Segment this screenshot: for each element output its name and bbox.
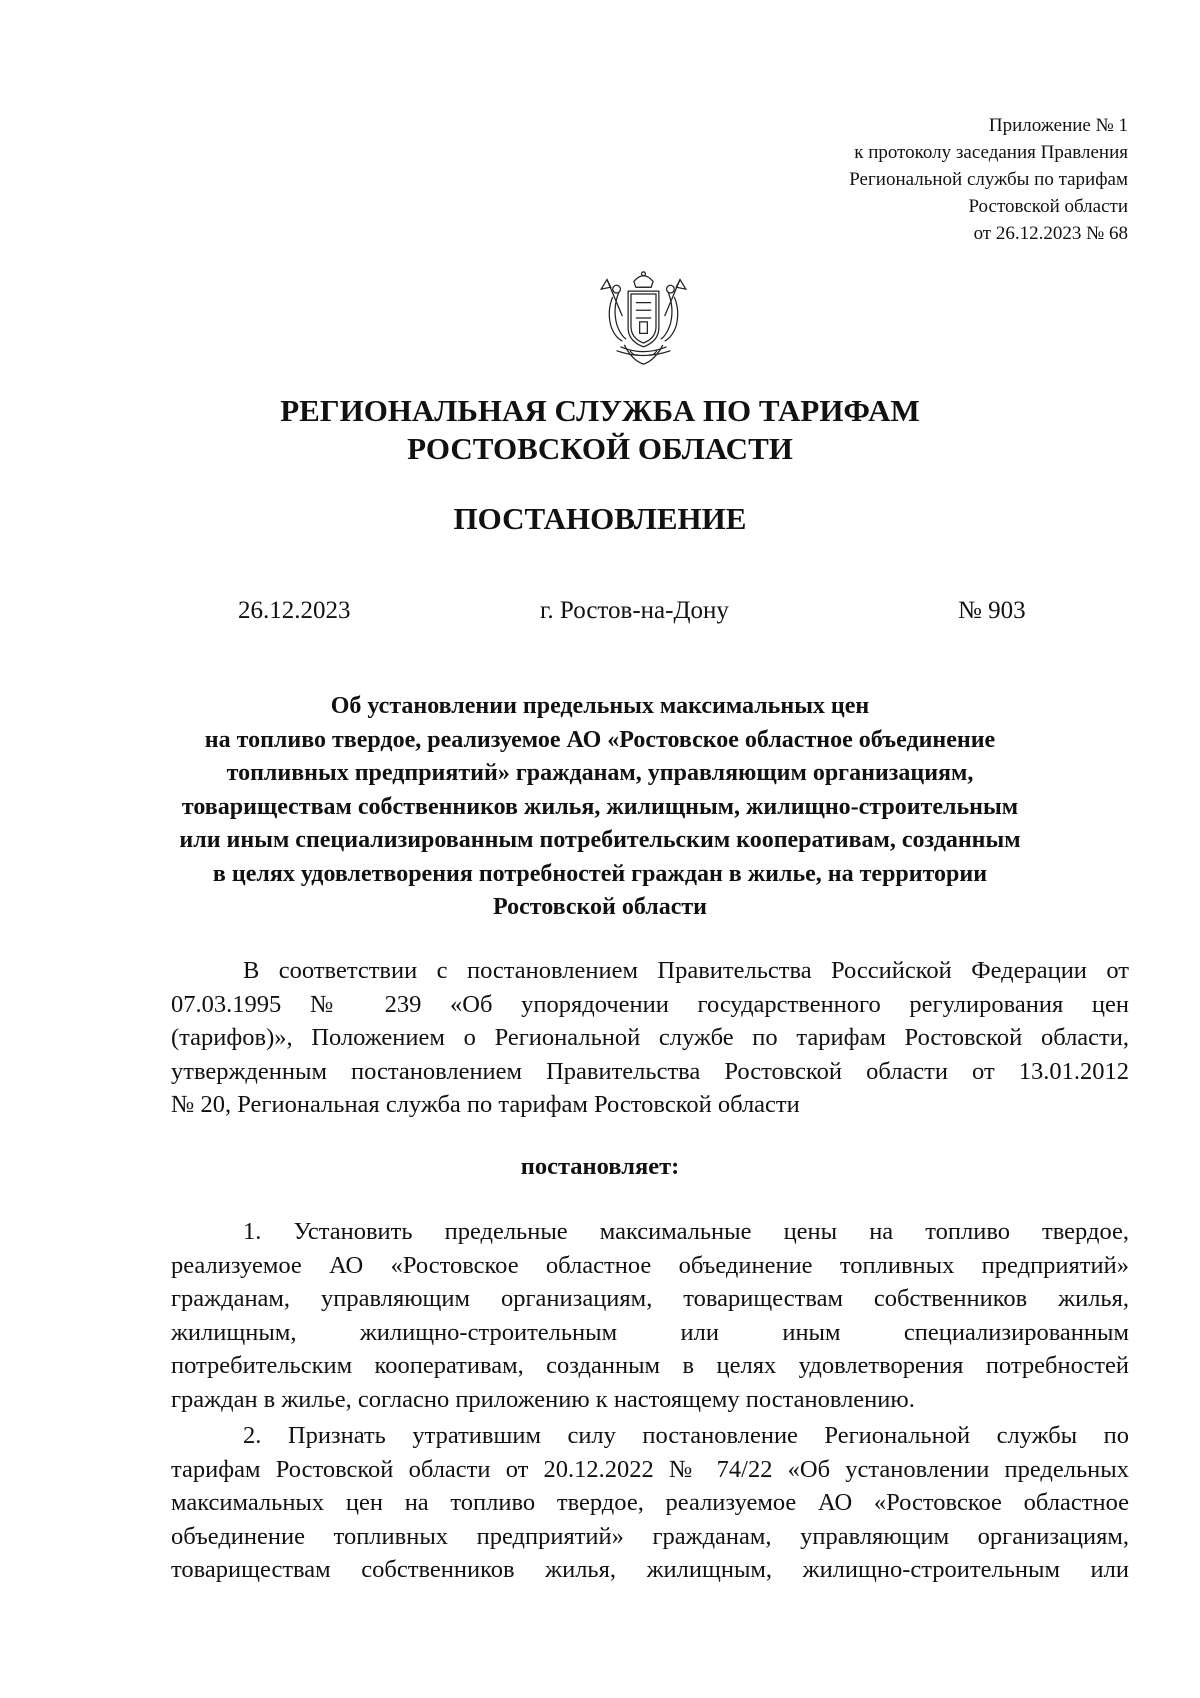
title-line: или иным специализированным потребительским кооперативам, созданным xyxy=(179,827,1021,853)
item-2-line: 2. Признать утратившим силу постановление Региональной службы по xyxy=(243,1422,1129,1449)
title-line: товариществам собственников жилья, жилищным, жилищно-строительным xyxy=(181,793,1019,820)
document-type: ПОСТАНОВЛЕНИЕ xyxy=(453,501,747,536)
document-title xyxy=(120,690,1080,925)
item-1-line: потребительским кооперативам, созданным в целях удовлетворения потребностей xyxy=(171,1352,1129,1379)
item-1-line: гражданам, управляющим организациям, товариществам собственников жилья, xyxy=(171,1285,1129,1312)
item-2-line: максимальных цен на топливо твердое, реализуемое АО «Ростовское областное xyxy=(171,1489,1129,1516)
title-line: в целях удовлетворения потребностей граждан в жилье, на территории xyxy=(212,860,988,887)
title-line: на топливо твердое, реализуемое АО «Ростовское областное объединение xyxy=(204,726,996,753)
item-1-paragraph xyxy=(171,1215,1129,1416)
organization-name-line: РЕГИОНАЛЬНАЯ СЛУЖБА ПО ТАРИФАМ xyxy=(280,393,920,428)
item-1-line: жилищным, жилищно-строительным или иным специализированным xyxy=(171,1318,1129,1346)
appendix-reference xyxy=(849,112,1128,247)
appendix-line: Региональной службы по тарифам xyxy=(849,169,1128,190)
item-2-line: тарифам Ростовской области от 20.12.2022 № 74/22 «Об установлении предельных xyxy=(171,1455,1129,1483)
preamble-line: утвержденным постановлением Правительства Ростовской области от 13.01.2012 xyxy=(171,1057,1129,1085)
item-1-line: реализуемое АО «Ростовское областное объединение топливных предприятий» xyxy=(171,1251,1129,1279)
item-1-line: 1. Установить предельные максимальные цены на топливо твердое, xyxy=(243,1218,1129,1245)
organization-name-line: РОСТОВСКОЙ ОБЛАСТИ xyxy=(407,431,793,466)
decree-word: постановляет: xyxy=(520,1153,680,1180)
title-line: топливных предприятий» гражданам, управляющим организациям, xyxy=(226,760,974,786)
document-number: № 903 xyxy=(958,597,1026,624)
appendix-line: Приложение № 1 xyxy=(988,115,1128,136)
organization-name xyxy=(0,392,1200,468)
item-2-paragraph xyxy=(171,1419,1129,1587)
preamble-line: В соответствии с постановлением Правительства Российской Федерации от xyxy=(243,957,1129,984)
appendix-line: Ростовской области xyxy=(968,196,1128,217)
coat-of-arms-icon xyxy=(595,268,692,368)
item-1-line: граждан в жилье, согласно приложению к настоящему постановлению. xyxy=(171,1385,915,1413)
preamble-line: № 20, Региональная служба по тарифам Ростовской области xyxy=(171,1091,800,1118)
document-date: 26.12.2023 xyxy=(238,597,351,624)
item-2-line: товариществам собственников жилья, жилищным, жилищно-строительным или xyxy=(171,1556,1129,1583)
preamble-line: (тарифов)», Положением о Региональной службе по тарифам Ростовской области, xyxy=(171,1024,1129,1051)
appendix-line: к протоколу заседания Правления xyxy=(854,142,1128,163)
title-line: Об установлении предельных максимальных цен xyxy=(330,693,870,719)
preamble-line: 07.03.1995 № 239 «Об упорядочении государственного регулирования цен xyxy=(171,990,1129,1018)
document-city: г. Ростов-на-Дону xyxy=(540,597,729,624)
preamble-paragraph xyxy=(171,954,1129,1122)
item-2-line: объединение топливных предприятий» гражданам, управляющим организациям, xyxy=(171,1522,1129,1550)
appendix-line: от 26.12.2023 № 68 xyxy=(973,223,1128,244)
title-line: Ростовской области xyxy=(493,894,707,920)
